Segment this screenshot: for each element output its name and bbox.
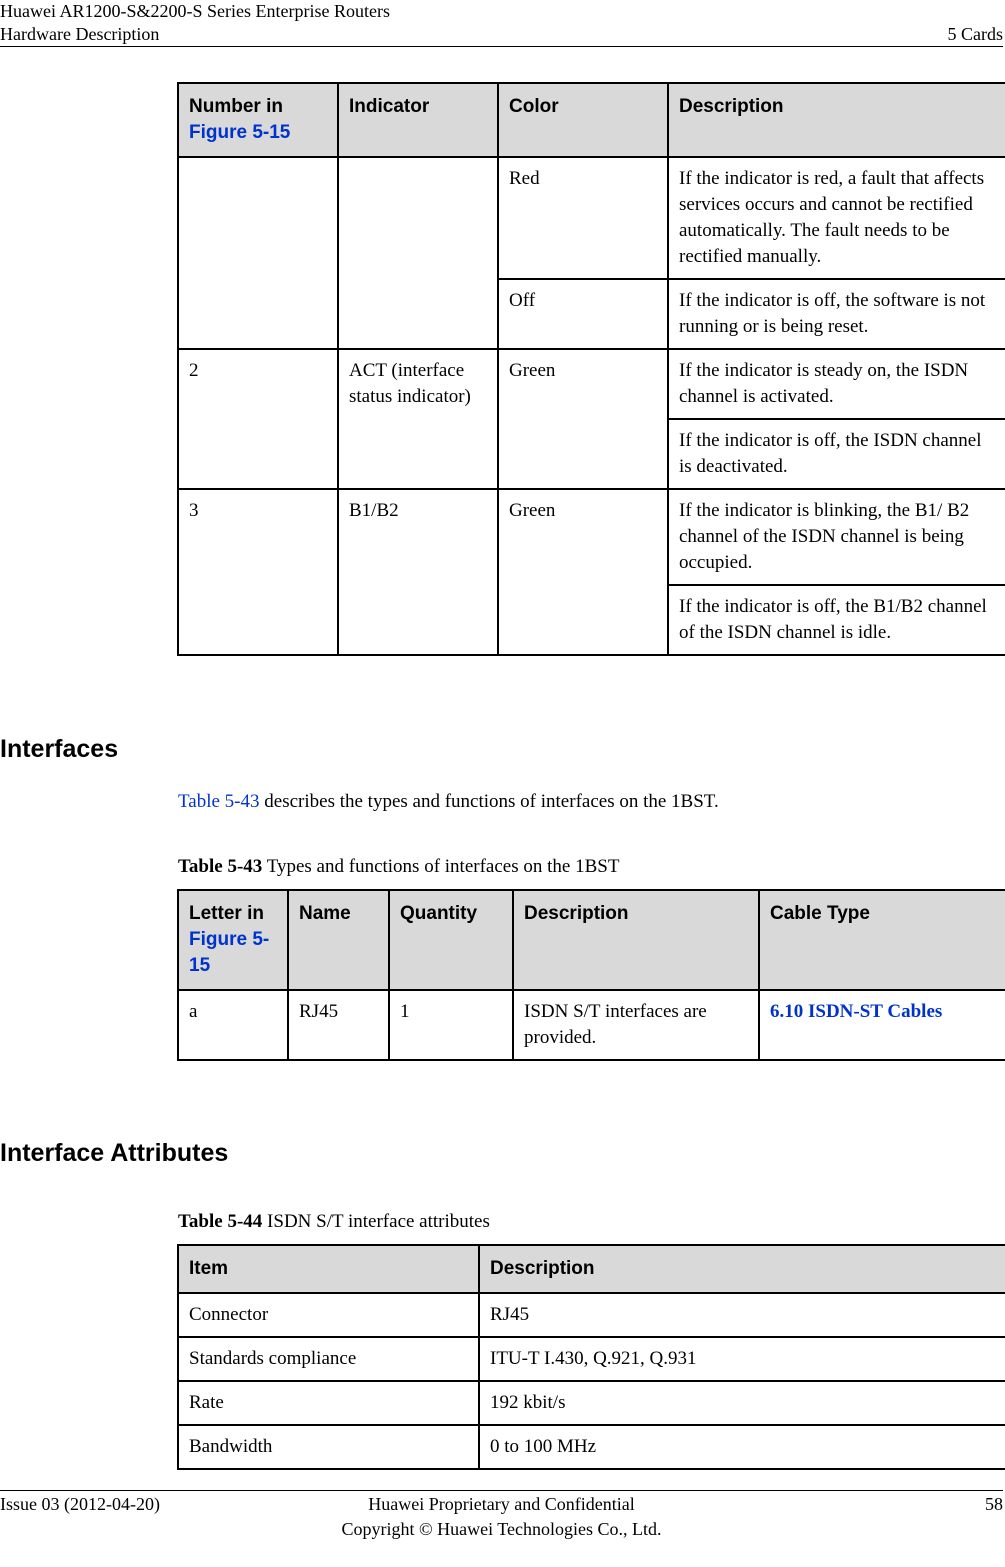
footer-center [0, 1492, 1003, 1542]
doc-title: Huawei AR1200-S&2200-S Series Enterprise Routers [0, 1, 390, 21]
table-header-row [178, 890, 1005, 990]
description-cell: RJ45 [479, 1293, 1005, 1337]
item-cell: Rate [178, 1381, 479, 1425]
chapter-label: 5 Cards [947, 24, 1003, 44]
description-cell: 192 kbit/s [479, 1381, 1005, 1425]
col-quantity: Quantity [389, 890, 513, 990]
indicator-cell: B1/B2 [338, 489, 498, 655]
number-cell: 2 [178, 349, 338, 489]
number-cell: 3 [178, 489, 338, 655]
table-link[interactable]: Table 5-43 [178, 791, 260, 812]
table-row [178, 1425, 1005, 1469]
figure-link[interactable]: Figure 5-15 [189, 122, 291, 143]
col-color: Color [498, 83, 668, 157]
color-cell: Off [498, 279, 668, 349]
item-cell: Bandwidth [178, 1425, 479, 1469]
description-cell: 0 to 100 MHz [479, 1425, 1005, 1469]
description-cell: ITU-T I.430, Q.921, Q.931 [479, 1337, 1005, 1381]
table-row [178, 1337, 1005, 1381]
col-indicator: Indicator [338, 83, 498, 157]
description-cell: If the indicator is off, the software is not running or is being reset. [668, 279, 1005, 349]
page-header [0, 0, 1003, 46]
color-cell: Red [498, 157, 668, 279]
footer-rule [0, 1490, 1003, 1491]
description-cell: If the indicator is red, a fault that affects services occurs and cannot be rectified automatically. The fault needs to be rectified manually. [668, 157, 1005, 279]
section-heading-interfaces: Interfaces [0, 735, 119, 763]
item-cell: Connector [178, 1293, 479, 1337]
indicator-cell [338, 157, 498, 349]
cable-link[interactable]: 6.10 ISDN-ST Cables [770, 1001, 943, 1022]
color-cell: Green [498, 349, 668, 489]
table-caption: Table 5-44 ISDN S/T interface attributes [178, 1211, 490, 1232]
col-description: Description [668, 83, 1005, 157]
col-letter-in-figure: Letter in Figure 5-15 [178, 890, 288, 990]
section-heading-interface-attributes: Interface Attributes [0, 1139, 229, 1167]
table-row [178, 157, 1005, 279]
header-rule [0, 46, 1003, 47]
description-cell: ISDN S/T interfaces are provided. [513, 990, 759, 1060]
figure-link[interactable]: Figure 5-15 [189, 929, 270, 976]
confidential-label: Huawei Proprietary and Confidential [368, 1494, 635, 1514]
table-row [178, 1381, 1005, 1425]
interfaces-intro: Table 5-43 describes the types and functions of interfaces on the 1BST. [178, 791, 719, 812]
interfaces-table [177, 889, 1005, 1061]
color-cell: Green [498, 489, 668, 655]
description-cell: If the indicator is blinking, the B1/ B2 channel of the ISDN channel is being occupied. [668, 489, 1005, 585]
description-cell: If the indicator is off, the B1/B2 channel of the ISDN channel is idle. [668, 585, 1005, 655]
col-number-in-figure: Number in Figure 5-15 [178, 83, 338, 157]
col-item: Item [178, 1245, 479, 1293]
col-description: Description [479, 1245, 1005, 1293]
issue-label: Issue 03 (2012-04-20) [0, 1494, 160, 1514]
item-cell: Standards compliance [178, 1337, 479, 1381]
doc-subtitle: Hardware Description [0, 24, 160, 44]
col-cable-type: Cable Type [759, 890, 1005, 990]
indicator-cell: ACT (interface status indicator) [338, 349, 498, 489]
table-header-row [178, 1245, 1005, 1293]
description-cell: If the indicator is off, the ISDN channel is deactivated. [668, 419, 1005, 489]
table-row [178, 349, 1005, 419]
table-row [178, 990, 1005, 1060]
quantity-cell: 1 [389, 990, 513, 1060]
description-cell: If the indicator is steady on, the ISDN channel is activated. [668, 349, 1005, 419]
name-cell: RJ45 [288, 990, 389, 1060]
col-description: Description [513, 890, 759, 990]
cable-type-cell [759, 990, 1005, 1060]
copyright-label: Copyright © Huawei Technologies Co., Ltd. [341, 1519, 662, 1539]
table-caption: Table 5-43 Types and functions of interfaces on the 1BST [178, 856, 620, 877]
table-row [178, 1293, 1005, 1337]
page-number: 58 [985, 1494, 1003, 1514]
table-row [178, 489, 1005, 585]
table-header-row [178, 83, 1005, 157]
number-cell [178, 157, 338, 349]
indicator-table [177, 82, 1005, 656]
letter-cell: a [178, 990, 288, 1060]
attributes-table [177, 1244, 1005, 1470]
col-name: Name [288, 890, 389, 990]
